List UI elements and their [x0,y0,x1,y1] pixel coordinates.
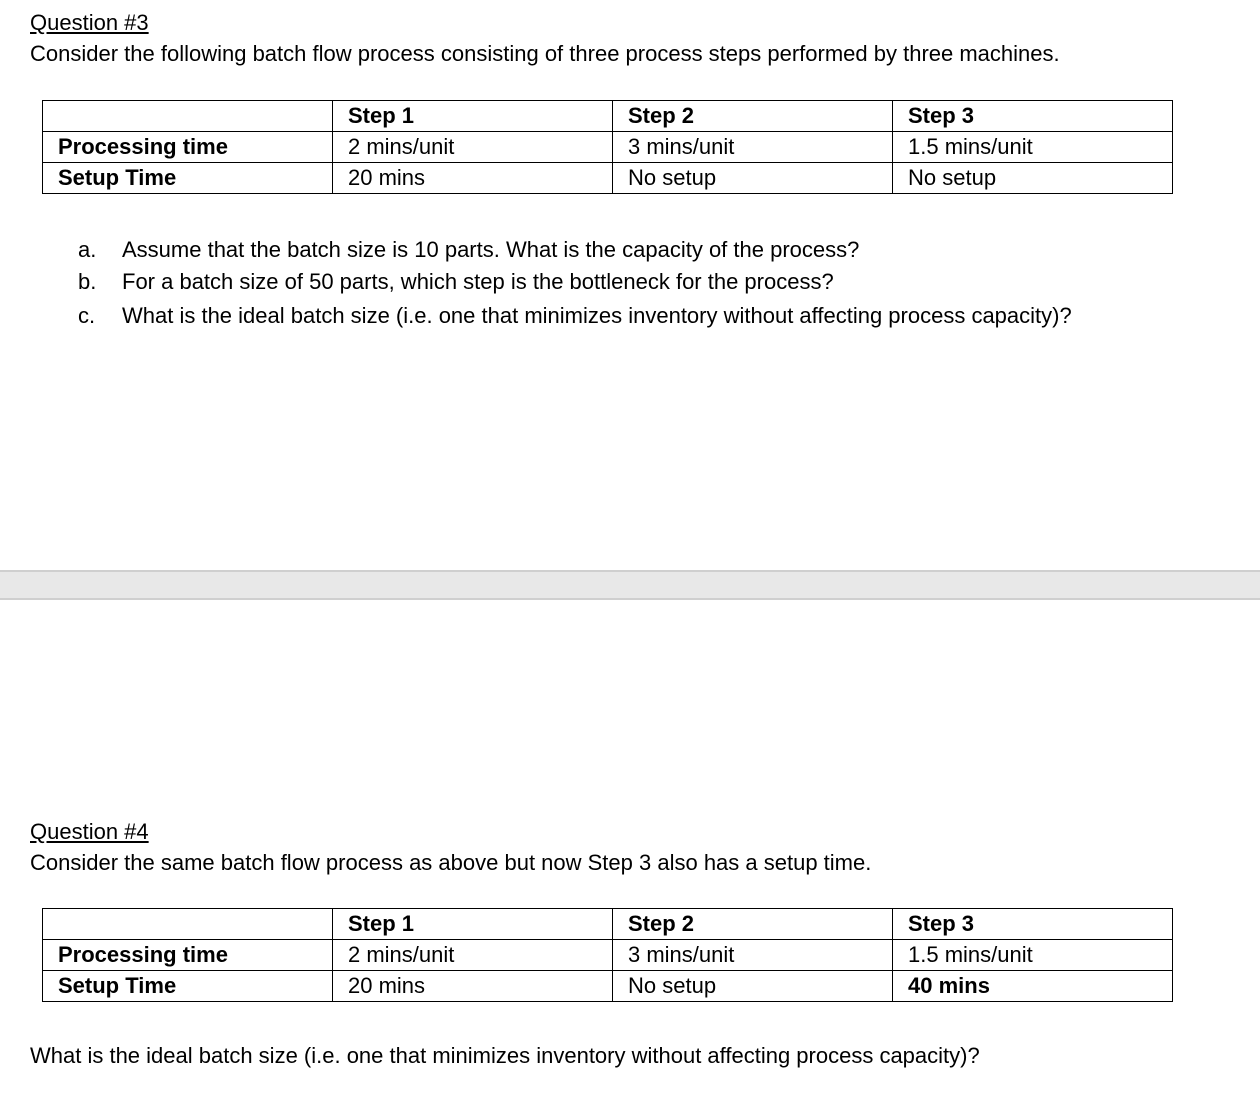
table-cell: No setup [613,163,893,194]
setup-time-row [43,163,1173,194]
list-marker: b. [78,269,97,294]
table-header-row [43,101,1173,132]
table-cell: 2 mins/unit [333,940,613,971]
question-3-intro: Consider the following batch flow process consisting of three process steps performed by three machines. [30,41,1060,66]
step-2-header: Step 2 [613,101,893,132]
table-cell: 20 mins [333,971,613,1002]
list-marker: a. [78,237,97,262]
table-cell: 1.5 mins/unit [893,132,1173,163]
row-label: Setup Time [43,163,333,194]
list-item: Assume that the batch size is 10 parts. What is the capacity of the process? [122,237,860,262]
question-4-table [42,908,1173,1002]
table-cell: 2 mins/unit [333,132,613,163]
step-3-header: Step 3 [893,909,1173,940]
row-label: Processing time [43,132,333,163]
question-3-table [42,100,1173,194]
page-divider [0,570,1260,600]
list-item: For a batch size of 50 parts, which step is the bottleneck for the process? [122,269,834,294]
table-header-row [43,909,1173,940]
question-4-prompt: What is the ideal batch size (i.e. one that minimizes inventory without affecting process capacity)? [30,1043,980,1068]
question-3-heading: Question #3 [30,10,149,35]
table-corner-cell [43,909,333,940]
setup-time-row [43,971,1173,1002]
row-label: Setup Time [43,971,333,1002]
list-marker: c. [78,303,96,328]
table-cell: No setup [613,971,893,1002]
question-4-heading: Question #4 [30,819,149,844]
table-cell: 3 mins/unit [613,940,893,971]
row-label: Processing time [43,940,333,971]
step-3-header: Step 3 [893,101,1173,132]
table-cell: 20 mins [333,163,613,194]
table-corner-cell [43,101,333,132]
list-item: What is the ideal batch size (i.e. one that minimizes inventory without affecting process capacity)? [122,303,1072,328]
step-1-header: Step 1 [333,101,613,132]
step-2-header: Step 2 [613,909,893,940]
table-cell: 1.5 mins/unit [893,940,1173,971]
step-1-header: Step 1 [333,909,613,940]
table-cell: 3 mins/unit [613,132,893,163]
question-4-intro: Consider the same batch flow process as above but now Step 3 also has a setup time. [30,850,872,875]
table-cell: No setup [893,163,1173,194]
processing-time-row [43,940,1173,971]
step-3-setup-cell: 40 mins [893,971,1173,1002]
processing-time-row [43,132,1173,163]
